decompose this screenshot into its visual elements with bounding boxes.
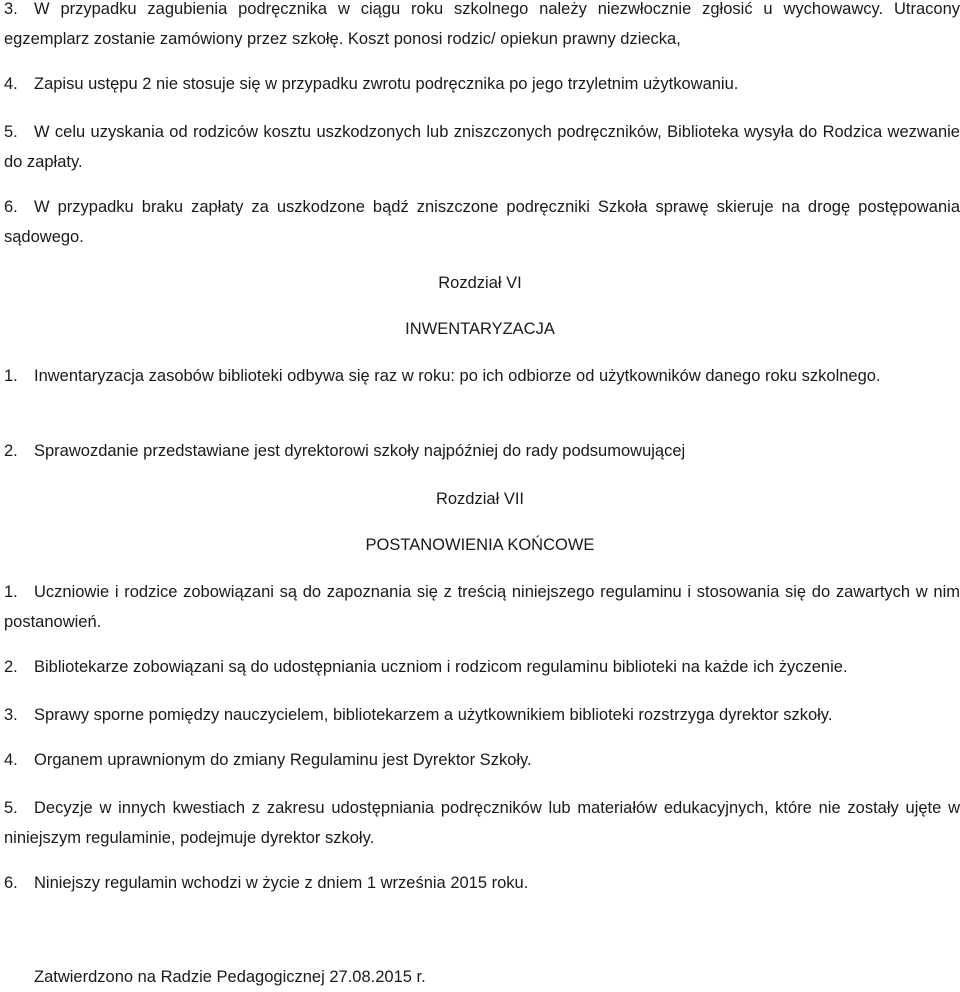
item-number: 1.: [4, 583, 18, 601]
item-text: Organem uprawnionym do zmiany Regulaminu jest Dyrektor Szkoły.: [34, 751, 532, 769]
item-number: 3.: [4, 0, 18, 18]
item-text: W przypadku zagubienia podręcznika w ciągu roku szkolnego należy niezwłocznie zgłosić u wychowawcy. Utracony egzemplarz zostanie zamówiony przez szkołę. Koszt ponosi rodzic/ opiekun prawny dziecka,: [4, 0, 960, 48]
item-number: 5.: [4, 123, 18, 141]
chapter-7-heading: Rozdział VII: [435, 490, 525, 508]
item-text: Sprawozdanie przedstawiane jest dyrektorowi szkoły najpóźniej do rady podsumowującej: [34, 442, 686, 460]
chapter-7-item-3: [4, 700, 960, 730]
list-item-6: [4, 192, 960, 252]
approval-note: Zatwierdzono na Radzie Pedagogicznej 27.08.2015 r.: [34, 968, 426, 986]
list-item-5: [4, 117, 960, 177]
item-number: 6.: [4, 874, 18, 892]
chapter-7-item-4: [4, 745, 960, 775]
item-number: 4.: [4, 75, 18, 93]
chapter-7-title: POSTANOWIENIA KOŃCOWE: [365, 536, 595, 554]
item-number: 5.: [4, 799, 18, 817]
item-text: Decyzje w innych kwestiach z zakresu udostępniania podręczników lub materiałów edukacyjnych, które nie zostały ujęte w niniejszym regulaminie, podejmuje dyrektor szkoły.: [4, 799, 960, 847]
item-number: 6.: [4, 198, 18, 216]
item-text: W celu uzyskania od rodziców kosztu uszkodzonych lub zniszczonych podręczników, Biblioteka wysyła do Rodzica wezwanie do zapłaty.: [4, 123, 960, 171]
chapter-7-item-6: [4, 868, 960, 898]
chapter-6-item-2: [4, 436, 960, 466]
item-text: Bibliotekarze zobowiązani są do udostępniania uczniom i rodzicom regulaminu biblioteki na każde ich życzenie.: [34, 658, 848, 676]
item-number: 1.: [4, 367, 18, 385]
item-text: Zapisu ustępu 2 nie stosuje się w przypadku zwrotu podręcznika po jego trzyletnim użytkowaniu.: [34, 75, 739, 93]
item-text: Inwentaryzacja zasobów biblioteki odbywa się raz w roku: po ich odbiorze od użytkowników danego roku szkolnego.: [34, 367, 881, 385]
chapter-6-title: INWENTARYZACJA: [405, 320, 555, 338]
chapter-7-item-1: [4, 577, 960, 637]
chapter-7-item-2: [4, 652, 960, 682]
item-number: 4.: [4, 751, 18, 769]
list-item-4: [4, 69, 960, 99]
item-text: Uczniowie i rodzice zobowiązani są do zapoznania się z treścią niniejszego regulaminu i stosowania się do zawartych w nim postanowień.: [4, 583, 960, 631]
item-number: 2.: [4, 658, 18, 676]
chapter-6-item-1: [4, 361, 960, 391]
item-text: W przypadku braku zapłaty za uszkodzone bądź zniszczone podręczniki Szkoła sprawę skieruje na drogę postępowania sądowego.: [4, 198, 960, 246]
list-item-3: [4, 0, 960, 54]
item-number: 2.: [4, 442, 18, 460]
item-number: 3.: [4, 706, 18, 724]
chapter-7-item-5: [4, 793, 960, 853]
chapter-6-heading: Rozdział VI: [438, 274, 522, 292]
item-text: Sprawy sporne pomiędzy nauczycielem, bibliotekarzem a użytkownikiem biblioteki rozstrzyga dyrektor szkoły.: [34, 706, 833, 724]
item-text: Niniejszy regulamin wchodzi w życie z dniem 1 września 2015 roku.: [34, 874, 529, 892]
